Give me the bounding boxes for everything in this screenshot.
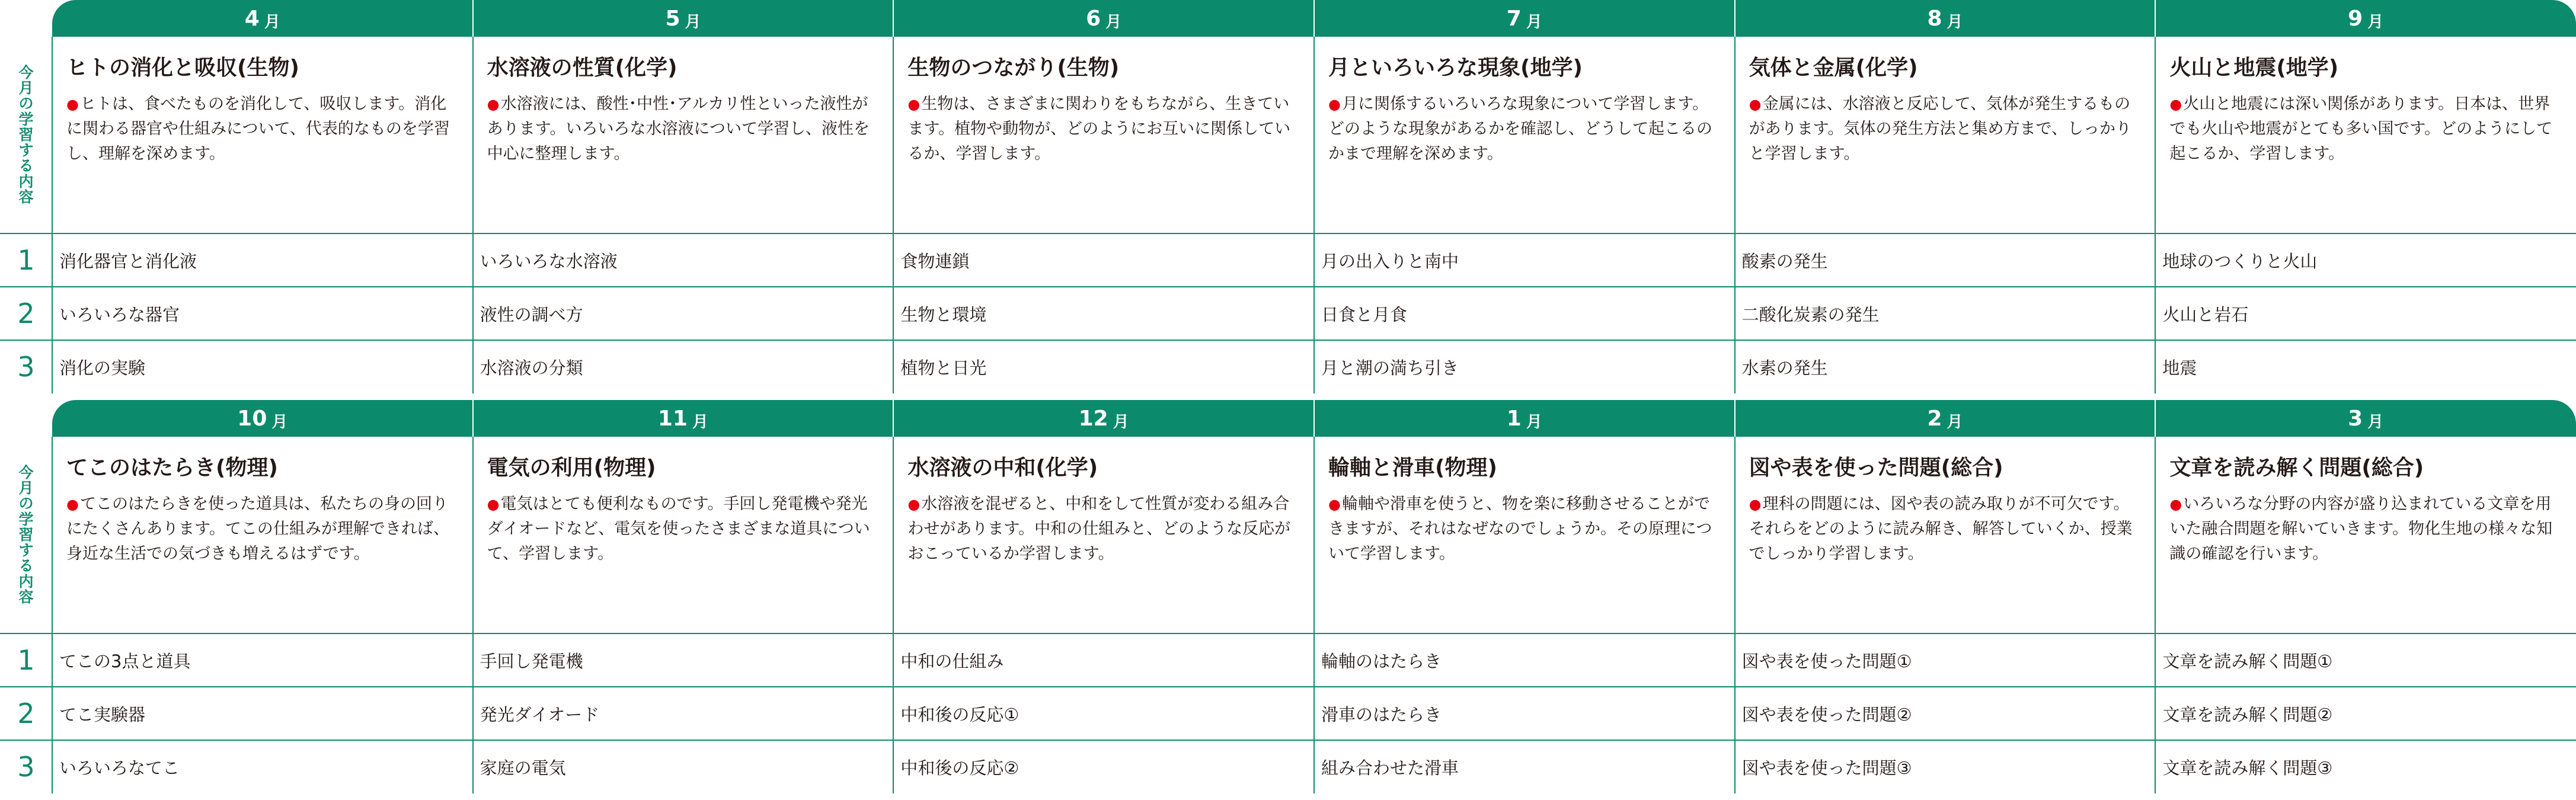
month-divider — [1313, 0, 1315, 37]
side-label-char: る — [18, 557, 34, 575]
topic-cell — [473, 437, 894, 633]
topic-description — [66, 92, 460, 167]
topic-title: てこのはたらき(物理) — [66, 456, 278, 480]
month-number: 1 — [1506, 406, 1522, 431]
topic-cell — [473, 37, 894, 233]
month-divider — [893, 0, 894, 37]
topic-cell — [2155, 437, 2576, 633]
month-heading — [473, 0, 894, 37]
month-unit: 月 — [1105, 12, 1122, 31]
side-label-char: 内 — [18, 572, 34, 590]
topic-cell — [52, 437, 473, 633]
topic-description-text: 輪軸や滑車を使うと、物を楽に移動させることができますが、それはなぜなのでしょうか。その原理について学習します。 — [1328, 495, 1712, 563]
topic-description-text: 金属には、水溶液と反応して、気体が発生するものがあります。気体の発生方法と集め方まで、しっかりと学習します。 — [1749, 95, 2131, 163]
topic-cell — [893, 437, 1314, 633]
month-unit: 月 — [692, 412, 709, 431]
topic-description-text: 火山と地震には深い関係があります。日本は、世界でも火山や地震がとても多い国です。どのようにして起こるか、学習します。 — [2169, 95, 2553, 163]
bullet-icon: ● — [1749, 496, 1762, 513]
topic-cell — [1735, 437, 2156, 633]
topic-description-text: 理科の問題には、図や表の読み取りが不可欠です。それらをどのように読み解き、解答していくか、授業でしっかり学習します。 — [1749, 495, 2133, 563]
month-heading — [2155, 400, 2576, 437]
lesson-item: 文章を読み解く問題① — [2162, 651, 2333, 671]
monthly-content-label — [0, 437, 52, 633]
topic-title: 文章を読み解く問題(総合) — [2169, 456, 2424, 480]
topic-cell — [1735, 37, 2156, 233]
topic-description — [66, 492, 460, 567]
side-label-char: 内 — [18, 172, 34, 190]
month-heading — [893, 400, 1314, 437]
lesson-item: 日食と月食 — [1321, 304, 1408, 325]
topic-description-text: ヒトは、食べたものを消化して、吸収します。消化に関わる器官や仕組みについて、代表的なものを学習し、理解を深めます。 — [66, 95, 450, 163]
month-heading — [473, 400, 894, 437]
month-header-bar — [52, 0, 2576, 37]
side-label-char: 習 — [18, 126, 34, 143]
month-divider — [472, 0, 474, 37]
topic-title: 生物のつながり(生物) — [907, 56, 1120, 80]
month-number: 3 — [2348, 406, 2363, 431]
grid-row-line — [0, 286, 2576, 287]
topic-description — [907, 492, 1301, 567]
bullet-icon: ● — [487, 96, 500, 113]
topic-description — [2169, 492, 2563, 567]
topic-description — [1328, 92, 1722, 167]
month-heading — [52, 400, 473, 437]
lesson-item: 消化の実験 — [59, 357, 146, 378]
topic-title: 水溶液の中和(化学) — [907, 456, 1098, 480]
lesson-item: 家庭の電気 — [480, 757, 566, 778]
topic-cell — [52, 37, 473, 233]
lesson-item: 植物と日光 — [900, 357, 987, 378]
topic-description — [487, 92, 881, 167]
month-unit: 月 — [1526, 412, 1542, 431]
lesson-item: 手回し発電機 — [480, 651, 583, 671]
grid-row-line — [0, 340, 2576, 341]
topic-description — [907, 92, 1301, 167]
topic-title: ヒトの消化と吸収(生物) — [66, 56, 299, 80]
topic-title: 輪軸と滑車(物理) — [1328, 456, 1497, 480]
grid-row-line — [0, 740, 2576, 741]
side-label-char: 容 — [18, 188, 34, 206]
topic-description-text: いろいろな分野の内容が盛り込まれている文章を用いた融合問題を解いていきます。物化生地の様々な知識の確認を行います。 — [2169, 495, 2553, 563]
lesson-item: 図や表を使った問題③ — [1741, 757, 1912, 778]
lesson-row-number: 2 — [17, 697, 35, 729]
topic-cell — [1314, 437, 1735, 633]
month-number: 5 — [665, 6, 680, 31]
topic-description-text: 水溶液には、酸性･中性･アルカリ性といった液性があります。いろいろな水溶液について学習し、液性を中心に整理します。 — [487, 95, 870, 163]
month-divider — [893, 400, 894, 437]
lesson-item: 文章を読み解く問題② — [2162, 704, 2333, 725]
topic-description-text: 生物は、さまざまに関わりをもちながら、生きています。植物や動物が、どのようにお互いに関係しているか、学習します。 — [907, 95, 1291, 163]
lesson-item: いろいろなてこ — [59, 757, 180, 778]
lesson-item: 滑車のはたらき — [1321, 704, 1442, 725]
lesson-row-number: 3 — [17, 751, 35, 783]
topic-description-text: 水溶液を混ぜると、中和をして性質が変わる組み合わせがあります。中和の仕組みと、どのような反応がおこっているか学習します。 — [907, 495, 1291, 563]
bullet-icon: ● — [907, 96, 921, 113]
grid-row-line — [0, 233, 2576, 234]
topic-description — [487, 492, 881, 567]
bullet-icon: ● — [1328, 496, 1341, 513]
month-number: 7 — [1506, 6, 1522, 31]
topic-description — [1328, 492, 1722, 567]
month-unit: 月 — [271, 412, 288, 431]
side-label-char: 今 — [18, 463, 34, 481]
side-label-char: 月 — [18, 79, 34, 97]
topic-title: 図や表を使った問題(総合) — [1749, 456, 2003, 480]
month-divider — [1734, 0, 1736, 37]
lesson-item: 地震 — [2162, 357, 2197, 378]
bullet-icon: ● — [1328, 96, 1341, 113]
side-label-char: 今 — [18, 63, 34, 81]
month-heading — [2155, 0, 2576, 37]
bullet-icon: ● — [907, 496, 921, 513]
monthly-content-label — [0, 37, 52, 233]
bullet-icon: ● — [487, 496, 500, 513]
lesson-item: いろいろな器官 — [59, 304, 180, 325]
lesson-item: 中和後の反応② — [900, 757, 1019, 778]
side-label-char: す — [18, 142, 34, 159]
topic-title: 火山と地震(地学) — [2169, 56, 2339, 80]
lesson-item: 輪軸のはたらき — [1321, 651, 1442, 671]
lesson-item: 月と潮の満ち引き — [1321, 357, 1459, 378]
month-number: 8 — [1927, 6, 1942, 31]
bullet-icon: ● — [66, 496, 79, 513]
month-number: 9 — [2348, 6, 2363, 31]
lesson-item: てこ実験器 — [59, 704, 146, 725]
topic-title: 月といろいろな現象(地学) — [1328, 56, 1583, 80]
side-label-char: す — [18, 542, 34, 559]
lesson-item: 消化器官と消化液 — [59, 251, 197, 271]
bullet-icon: ● — [2169, 496, 2182, 513]
lesson-item: 水溶液の分類 — [480, 357, 583, 378]
lesson-item: 地球のつくりと火山 — [2162, 251, 2318, 271]
month-heading — [893, 0, 1314, 37]
month-heading — [52, 0, 473, 37]
bullet-icon: ● — [2169, 96, 2182, 113]
side-label-char: 学 — [18, 110, 34, 128]
month-unit: 月 — [1947, 12, 1963, 31]
lesson-item: 食物連鎖 — [900, 251, 970, 271]
month-unit: 月 — [685, 12, 701, 31]
lesson-item: 生物と環境 — [900, 304, 987, 325]
month-number: 10 — [237, 406, 267, 431]
lesson-item: 二酸化炭素の発生 — [1741, 304, 1880, 325]
month-heading — [1735, 0, 2156, 37]
lesson-item: 図や表を使った問題② — [1741, 704, 1912, 725]
month-header-bar — [52, 400, 2576, 437]
lesson-row-number: 2 — [17, 297, 35, 329]
month-divider — [2155, 400, 2156, 437]
side-label-char: る — [18, 157, 34, 175]
lesson-item: 液性の調べ方 — [480, 304, 583, 325]
lesson-item: 中和の仕組み — [900, 651, 1004, 671]
month-unit: 月 — [1113, 412, 1129, 431]
topic-title: 電気の利用(物理) — [487, 456, 656, 480]
topic-description — [1749, 92, 2143, 167]
lesson-item: 組み合わせた滑車 — [1321, 757, 1459, 778]
lesson-item: 火山と岩石 — [2162, 304, 2249, 325]
month-divider — [1313, 400, 1315, 437]
month-number: 4 — [244, 6, 260, 31]
month-divider — [2155, 0, 2156, 37]
lesson-item: 月の出入りと南中 — [1321, 251, 1459, 271]
side-label-char: 習 — [18, 526, 34, 543]
topic-cell — [2155, 37, 2576, 233]
term-october-march — [0, 400, 2576, 800]
lesson-row-number: 1 — [17, 244, 35, 276]
month-heading — [1314, 400, 1735, 437]
bullet-icon: ● — [66, 96, 79, 113]
month-heading — [1314, 0, 1735, 37]
topic-cell — [893, 37, 1314, 233]
month-number: 6 — [1086, 6, 1101, 31]
lesson-row-number: 3 — [17, 351, 35, 383]
month-unit: 月 — [264, 12, 280, 31]
topic-description-text: 月に関係するいろいろな現象について学習します。どのような現象があるかを確認し、どうして起こるのかまで理解を深めます。 — [1328, 95, 1712, 163]
topic-cell — [1314, 37, 1735, 233]
lesson-item: 図や表を使った問題① — [1741, 651, 1912, 671]
month-divider — [1734, 400, 1736, 437]
side-label-char: 容 — [18, 588, 34, 606]
month-divider — [472, 400, 474, 437]
grid-row-line — [0, 633, 2576, 634]
topic-title: 水溶液の性質(化学) — [487, 56, 677, 80]
topic-description — [2169, 92, 2563, 167]
side-label-char: 学 — [18, 510, 34, 528]
month-unit: 月 — [2367, 412, 2384, 431]
lesson-item: 水素の発生 — [1741, 357, 1828, 378]
topic-title: 気体と金属(化学) — [1749, 56, 1918, 80]
month-heading — [1735, 400, 2156, 437]
month-number: 2 — [1927, 406, 1942, 431]
lesson-row-number: 1 — [17, 644, 35, 676]
lesson-item: 中和後の反応① — [900, 704, 1019, 725]
lesson-item: 酸素の発生 — [1741, 251, 1828, 271]
side-label-char: の — [18, 495, 34, 513]
side-label-char: の — [18, 95, 34, 113]
month-unit: 月 — [1526, 12, 1542, 31]
month-unit: 月 — [1947, 412, 1963, 431]
grid-row-line — [0, 686, 2576, 687]
topic-description-text: てこのはたらきを使った道具は、私たちの身の回りにたくさんあります。てこの仕組みが理解できれば、身近な生活での気づきも増えるはずです。 — [66, 495, 449, 563]
bullet-icon: ● — [1749, 96, 1762, 113]
topic-description-text: 電気はとても便利なものです。手回し発電機や発光ダイオードなど、電気を使ったさまざまな道具について、学習します。 — [487, 495, 870, 563]
lesson-item: 文章を読み解く問題③ — [2162, 757, 2333, 778]
month-number: 11 — [657, 406, 688, 431]
lesson-item: てこの3点と道具 — [59, 651, 191, 671]
month-unit: 月 — [2367, 12, 2384, 31]
lesson-item: 発光ダイオード — [480, 704, 600, 725]
lesson-item: いろいろな水溶液 — [480, 251, 618, 271]
topic-description — [1749, 492, 2143, 567]
month-number: 12 — [1078, 406, 1108, 431]
side-label-char: 月 — [18, 479, 34, 497]
